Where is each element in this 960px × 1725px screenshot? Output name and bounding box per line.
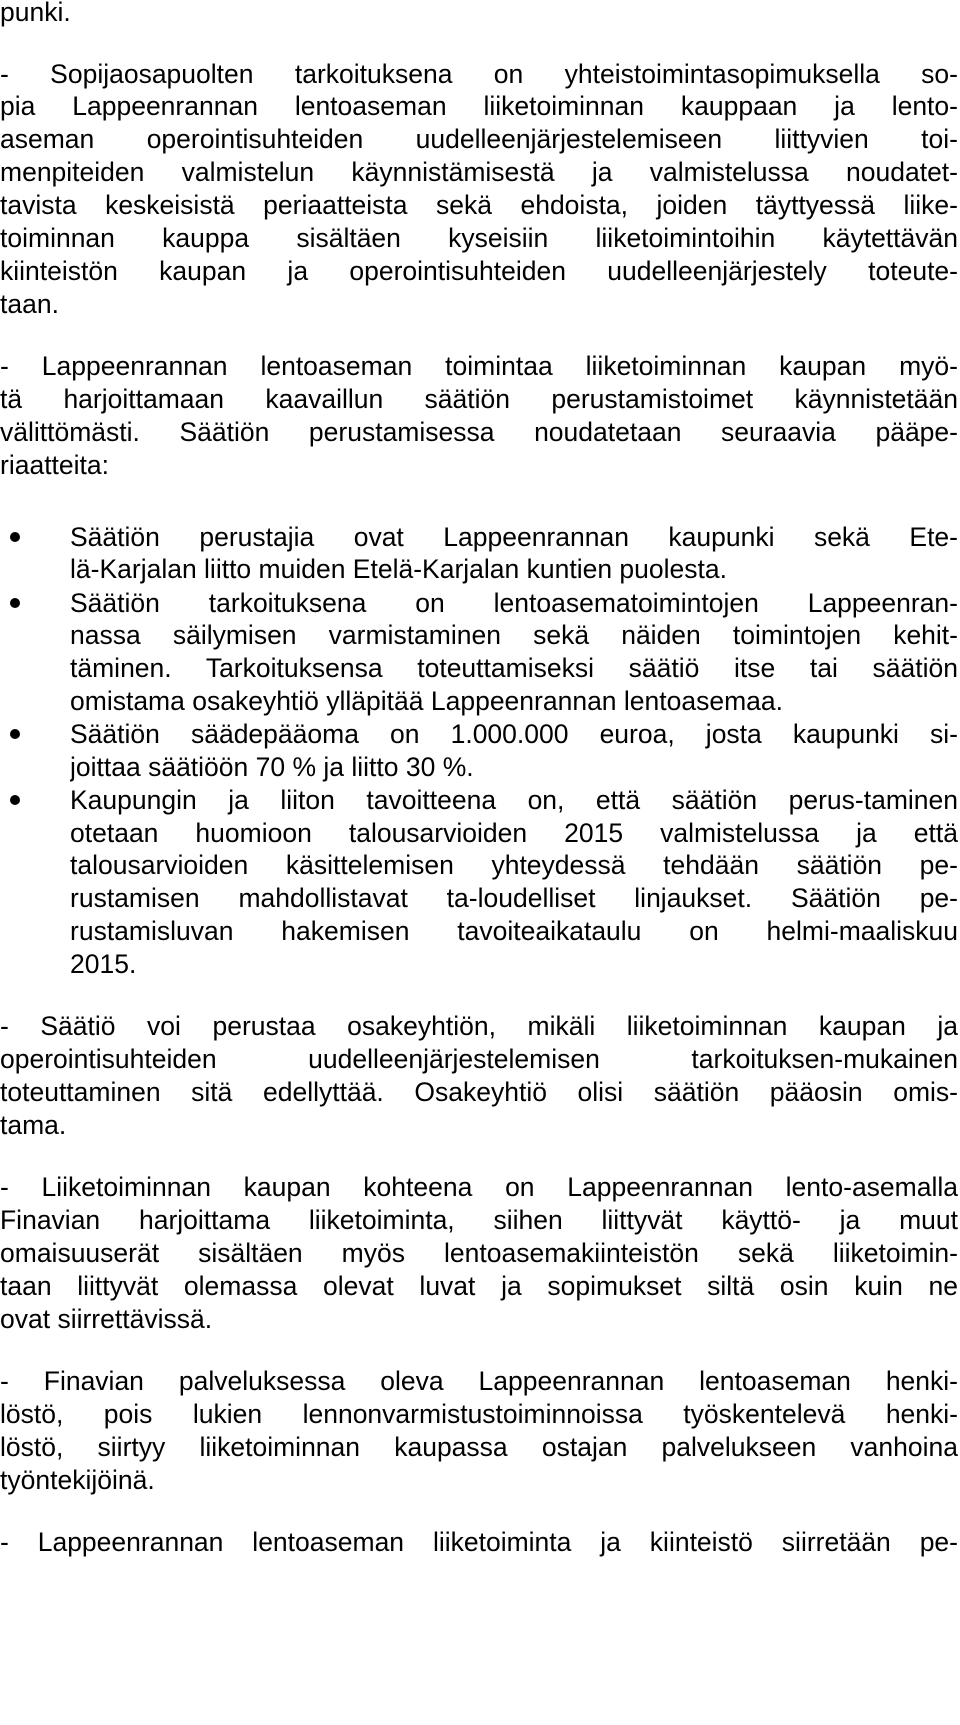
bullet-text-line: Kaupungin ja liiton tavoitteena on, että säätiön perus-taminen	[70, 785, 958, 815]
text-line: ovat siirrettävissä.	[0, 1304, 213, 1334]
text-line: toteuttaminen sitä edellyttää. Osakeyhtiö olisi säätiön pääosin omis-	[0, 1077, 958, 1107]
text-line: löstö, pois lukien lennonvarmistustoiminnoissa työskentelevä henki-	[0, 1399, 958, 1429]
text-line: aseman operointisuhteiden uudelleenjärjestelemiseen liittyvien toi-	[0, 124, 958, 154]
bullet-text-line: rustamisluvan hakemisen tavoiteaikataulu on helmi-maaliskuu	[70, 916, 958, 946]
text-line: tä harjoittamaan kaavaillun säätiön perustamistoimet käynnistetään	[0, 384, 958, 414]
text-line: taan.	[0, 289, 59, 319]
text-line: välittömästi. Säätiön perustamisessa noudatetaan seuraavia pääpe-	[0, 417, 958, 447]
bullet-text-line: talousarvioiden käsittelemisen yhteydessä tehdään säätiön pe-	[70, 850, 958, 880]
bullet-marker	[10, 795, 20, 805]
text-line: löstö, siirtyy liiketoiminnan kaupassa ostajan palvelukseen vanhoina	[0, 1432, 958, 1462]
text-line: kiinteistön kaupan ja operointisuhteiden uudelleenjärjestely toteute-	[0, 256, 958, 286]
bullet-marker	[10, 729, 20, 739]
text-line: - Lappeenrannan lentoaseman toimintaa liiketoiminnan kaupan myö-	[0, 351, 958, 381]
text-line: toiminnan kauppa sisältäen kyseisiin liiketoimintoihin käytettävän	[0, 223, 958, 253]
text-line: - Säätiö voi perustaa osakeyhtiön, mikäli liiketoiminnan kaupan ja	[0, 1011, 958, 1041]
text-line: operointisuhteiden uudelleenjärjestelemisen tarkoituksen-mukainen	[0, 1044, 958, 1074]
text-line: tavista keskeisistä periaatteista sekä ehdoista, joiden täyttyessä liike-	[0, 190, 958, 220]
bullet-text-line: Säätiön perustajia ovat Lappeenrannan kaupunki sekä Ete-	[70, 522, 958, 552]
bullet-text-line: 2015.	[70, 949, 137, 979]
bullet-text-line: täminen. Tarkoituksensa toteuttamiseksi säätiö itse tai säätiön	[70, 653, 958, 683]
text-line: - Liiketoiminnan kaupan kohteena on Lappeenrannan lento-asemalla	[0, 1172, 958, 1202]
text-line: punki.	[0, 0, 71, 27]
text-line: - Finavian palveluksessa oleva Lappeenrannan lentoaseman henki-	[0, 1366, 958, 1396]
text-line: omaisuuserät sisältäen myös lentoasemakiinteistön sekä liiketoimin-	[0, 1238, 958, 1268]
text-line: pia Lappeenrannan lentoaseman liiketoiminnan kauppaan ja lento-	[0, 91, 958, 121]
text-line: Finavian harjoittama liiketoiminta, siihen liittyvät käyttö- ja muut	[0, 1205, 958, 1235]
text-line: - Lappeenrannan lentoaseman liiketoiminta ja kiinteistö siirretään pe-	[0, 1527, 958, 1557]
text-line: työntekijöinä.	[0, 1465, 155, 1495]
text-line: menpiteiden valmistelun käynnistämisestä ja valmistelussa noudatet-	[0, 157, 958, 187]
bullet-text-line: omistama osakeyhtiö ylläpitää Lappeenrannan lentoasemaa.	[70, 686, 784, 716]
bullet-text-line: joittaa säätiöön 70 % ja liitto 30 %.	[70, 752, 474, 782]
text-line: - Sopijaosapuolten tarkoituksena on yhteistoimintasopimuksella so-	[0, 59, 958, 89]
bullet-text-line: rustamisen mahdollistavat ta-loudelliset linjaukset. Säätiön pe-	[70, 883, 958, 913]
bullet-text-line: Säätiön tarkoituksena on lentoasematoimintojen Lappeenran-	[70, 588, 958, 618]
bullet-text-line: Säätiön säädepääoma on 1.000.000 euroa, josta kaupunki si-	[70, 719, 958, 749]
bullet-text-line: otetaan huomioon talousarvioiden 2015 valmistelussa ja että	[70, 818, 958, 848]
text-line: taan liittyvät olemassa olevat luvat ja sopimukset siltä osin kuin ne	[0, 1271, 958, 1301]
text-line: tama.	[0, 1110, 67, 1140]
bullet-text-line: nassa säilymisen varmistaminen sekä näiden toimintojen kehit-	[70, 620, 958, 650]
bullet-marker	[10, 598, 20, 608]
bullet-text-line: lä-Karjalan liitto muiden Etelä-Karjalan kuntien puolesta.	[70, 554, 727, 584]
text-line: riaatteita:	[0, 450, 110, 480]
bullet-marker	[10, 532, 20, 542]
